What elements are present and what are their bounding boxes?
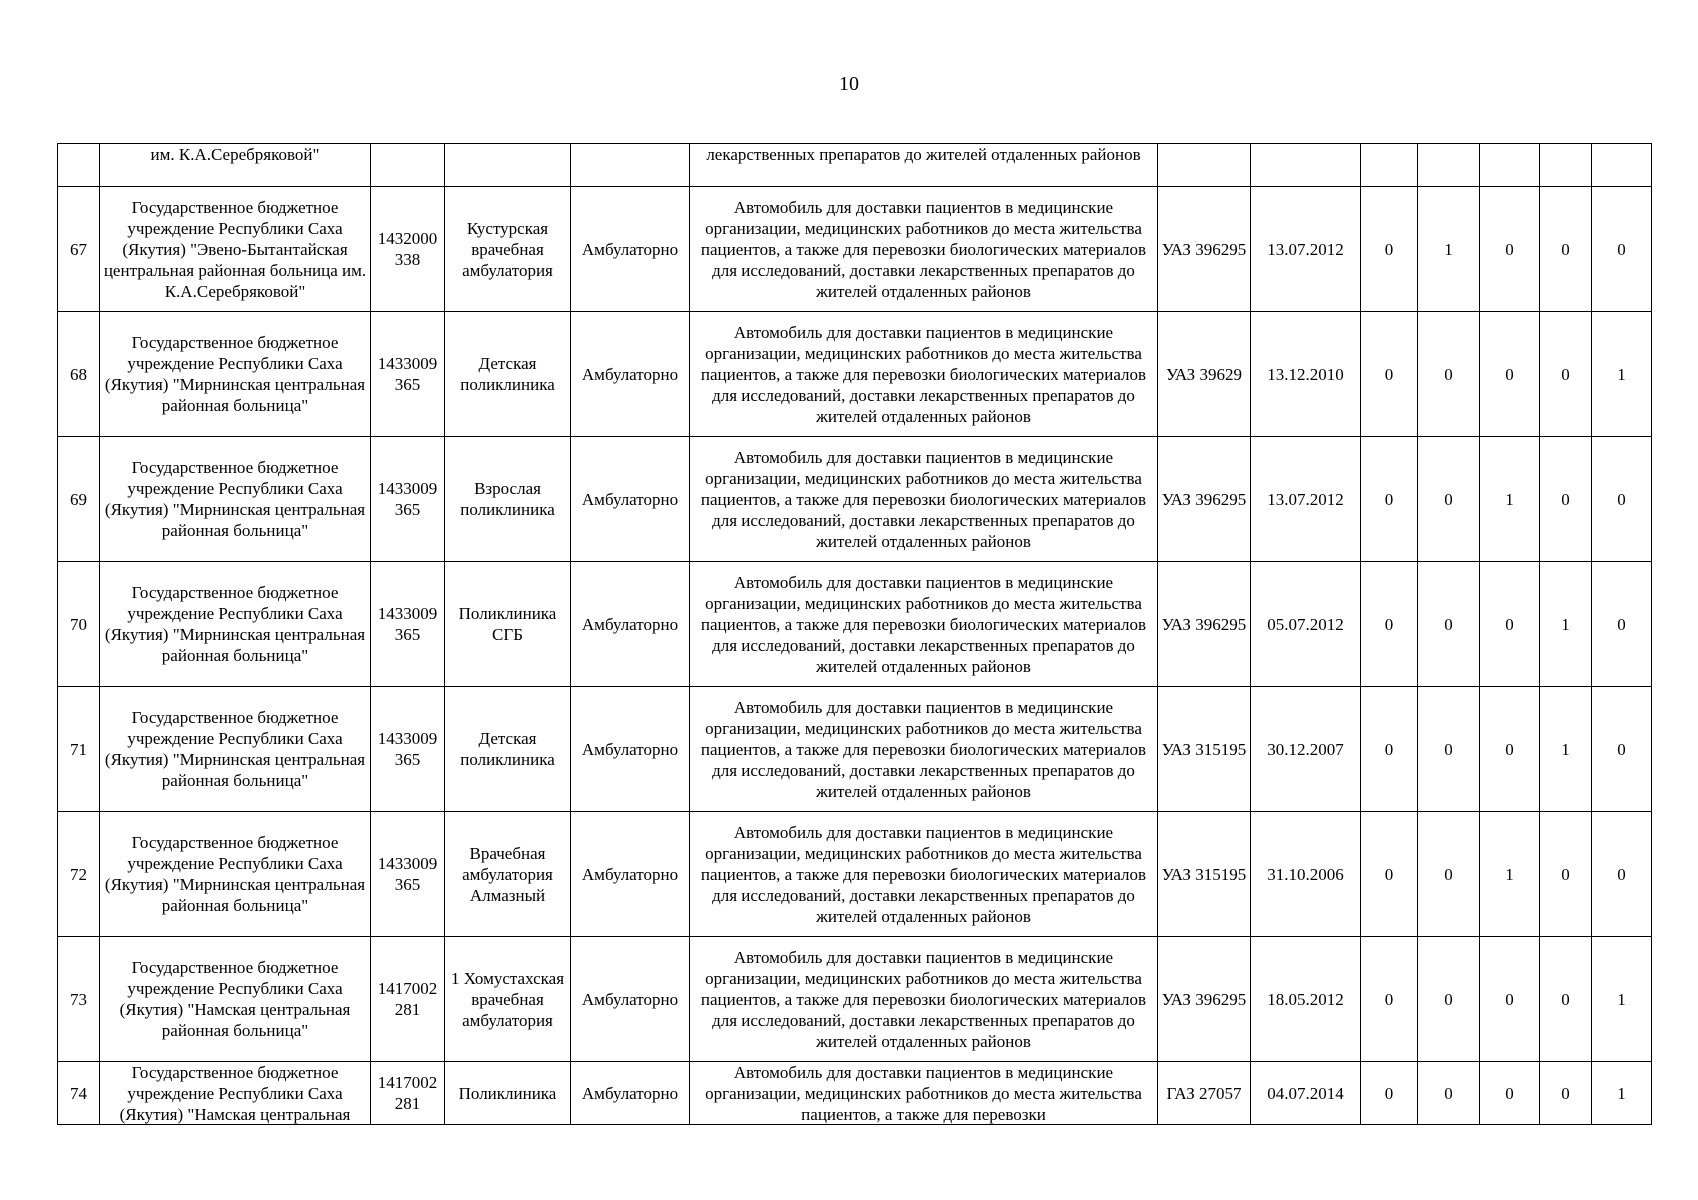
date-cell: 31.10.2006	[1251, 812, 1361, 937]
mode-cell: Амбулаторно	[571, 937, 690, 1062]
date-cell: 04.07.2014	[1251, 1062, 1361, 1125]
count-cell-2: 0	[1418, 562, 1480, 687]
count-cell-1: 0	[1361, 562, 1418, 687]
row-number: 67	[58, 187, 100, 312]
count-cell-1: 0	[1361, 1062, 1418, 1125]
org-cell: Государственное бюджетное учреждение Республики Саха (Якутия) "Мирнинская центральная районная больница"	[100, 687, 371, 812]
count-cell-3: 0	[1480, 187, 1540, 312]
unit-cell: Поликлиника СГБ	[445, 562, 571, 687]
count-cell-5: 0	[1592, 812, 1652, 937]
count-cell-3: 0	[1480, 312, 1540, 437]
mode-cell: Амбулаторно	[571, 812, 690, 937]
mode-cell: Амбулаторно	[571, 1062, 690, 1125]
page-number: 10	[839, 73, 859, 95]
row-number: 73	[58, 937, 100, 1062]
count-cell-1: 0	[1361, 812, 1418, 937]
model-cell: УАЗ 396295	[1158, 437, 1251, 562]
model-cell: УАЗ 39629	[1158, 312, 1251, 437]
table-row	[58, 437, 1652, 562]
count-cell-1: 0	[1361, 937, 1418, 1062]
mode-cell: Амбулаторно	[571, 437, 690, 562]
count-cell-3: 0	[1480, 687, 1540, 812]
table-row-partial	[58, 1062, 1652, 1125]
count-cell-5: 1	[1592, 937, 1652, 1062]
purpose-cell: Автомобиль для доставки пациентов в медицинские организации, медицинских работников до места жительства пациентов, а также для перевозки биологических материалов для исследований, доставки лекарственных препаратов до жителей отдаленных районов	[690, 312, 1158, 437]
model-cell: УАЗ 315195	[1158, 812, 1251, 937]
code-cell: 1433009 365	[371, 437, 445, 562]
org-cell: Государственное бюджетное учреждение Республики Саха (Якутия) "Мирнинская центральная районная больница"	[100, 312, 371, 437]
purpose-cell: Автомобиль для доставки пациентов в медицинские организации, медицинских работников до места жительства пациентов, а также для перевозки биологических материалов для исследований, доставки лекарственных препаратов до жителей отдаленных районов	[690, 812, 1158, 937]
org-cell: Государственное бюджетное учреждение Республики Саха (Якутия) "Мирнинская центральная районная больница"	[100, 562, 371, 687]
model-cell: УАЗ 396295	[1158, 187, 1251, 312]
date-cell: 13.07.2012	[1251, 437, 1361, 562]
count-cell-1: 0	[1361, 312, 1418, 437]
model-cell: УАЗ 396295	[1158, 937, 1251, 1062]
purpose-cell: Автомобиль для доставки пациентов в медицинские организации, медицинских работников до места жительства пациентов, а также для перевозки биологических материалов для исследований, доставки лекарственных препаратов до жителей отдаленных районов	[690, 562, 1158, 687]
count-cell-2: 0	[1418, 812, 1480, 937]
count-cell-3: 0	[1480, 562, 1540, 687]
org-cell: Государственное бюджетное учреждение Республики Саха (Якутия) "Намская центральная районная больница"	[100, 937, 371, 1062]
table-row	[58, 312, 1652, 437]
row-number: 68	[58, 312, 100, 437]
count-cell-5: 0	[1592, 687, 1652, 812]
count-cell-4: 0	[1540, 187, 1592, 312]
count-cell-5: 0	[1592, 437, 1652, 562]
count-cell-2: 0	[1418, 312, 1480, 437]
purpose-cell: Автомобиль для доставки пациентов в медицинские организации, медицинских работников до места жительства пациентов, а также для перевозки	[705, 1063, 1142, 1124]
mode-cell: Амбулаторно	[571, 187, 690, 312]
unit-cell: Детская поликлиника	[445, 687, 571, 812]
row-number: 74	[58, 1062, 100, 1125]
row-number: 72	[58, 812, 100, 937]
unit-cell: Врачебная амбулатория Алмазный	[445, 812, 571, 937]
code-cell: 1417002 281	[371, 937, 445, 1062]
count-cell-2: 0	[1418, 437, 1480, 562]
code-cell: 1433009 365	[371, 812, 445, 937]
org-cell: Государственное бюджетное учреждение Республики Саха (Якутия) "Мирнинская центральная районная больница"	[100, 812, 371, 937]
count-cell-2: 0	[1418, 687, 1480, 812]
purpose-cell: Автомобиль для доставки пациентов в медицинские организации, медицинских работников до места жительства пациентов, а также для перевозки биологических материалов для исследований, доставки лекарственных препаратов до жителей отдаленных районов	[690, 687, 1158, 812]
count-cell-4: 0	[1540, 437, 1592, 562]
table-row	[58, 687, 1652, 812]
code-cell: 1433009 365	[371, 687, 445, 812]
continued-row	[58, 144, 1652, 187]
count-cell-3: 0	[1480, 1062, 1540, 1125]
code-cell: 1433009 365	[371, 312, 445, 437]
table-row	[58, 812, 1652, 937]
unit-cell: Кустурская врачебная амбулатория	[445, 187, 571, 312]
count-cell-4: 1	[1540, 562, 1592, 687]
table-row	[58, 937, 1652, 1062]
count-cell-4: 1	[1540, 687, 1592, 812]
unit-cell: Детская поликлиника	[445, 312, 571, 437]
date-cell: 13.12.2010	[1251, 312, 1361, 437]
count-cell-4: 0	[1540, 812, 1592, 937]
org-cell: Государственное бюджетное учреждение Республики Саха (Якутия) "Эвено-Бытантайская центральная районная больница им. К.А.Серебряковой"	[100, 187, 371, 312]
table-row	[58, 562, 1652, 687]
count-cell-3: 1	[1480, 812, 1540, 937]
row-number: 69	[58, 437, 100, 562]
purpose-cell: лекарственных препаратов до жителей отдаленных районов	[706, 145, 1141, 164]
count-cell-5: 1	[1592, 1062, 1652, 1125]
table-row	[58, 187, 1652, 312]
unit-cell: Поликлиника	[445, 1062, 571, 1125]
unit-cell: 1 Хомустахская врачебная амбулатория	[445, 937, 571, 1062]
row-number: 70	[58, 562, 100, 687]
count-cell-1: 0	[1361, 187, 1418, 312]
mode-cell: Амбулаторно	[571, 312, 690, 437]
purpose-cell: Автомобиль для доставки пациентов в медицинские организации, медицинских работников до места жительства пациентов, а также для перевозки биологических материалов для исследований, доставки лекарственных препаратов до жителей отдаленных районов	[690, 187, 1158, 312]
purpose-cell: Автомобиль для доставки пациентов в медицинские организации, медицинских работников до места жительства пациентов, а также для перевозки биологических материалов для исследований, доставки лекарственных препаратов до жителей отдаленных районов	[690, 937, 1158, 1062]
date-cell: 30.12.2007	[1251, 687, 1361, 812]
count-cell-4: 0	[1540, 312, 1592, 437]
model-cell: УАЗ 396295	[1158, 562, 1251, 687]
model-cell: УАЗ 315195	[1158, 687, 1251, 812]
mode-cell: Амбулаторно	[571, 687, 690, 812]
count-cell-2: 0	[1418, 1062, 1480, 1125]
org-cell: Государственное бюджетное учреждение Республики Саха (Якутия) "Намская центральная	[119, 1063, 351, 1124]
count-cell-1: 0	[1361, 437, 1418, 562]
org-cell: им. К.А.Серебряковой"	[150, 145, 320, 164]
count-cell-2: 0	[1418, 937, 1480, 1062]
org-cell: Государственное бюджетное учреждение Республики Саха (Якутия) "Мирнинская центральная районная больница"	[100, 437, 371, 562]
date-cell: 13.07.2012	[1251, 187, 1361, 312]
count-cell-3: 1	[1480, 437, 1540, 562]
count-cell-4: 0	[1540, 937, 1592, 1062]
date-cell: 05.07.2012	[1251, 562, 1361, 687]
code-cell: 1432000 338	[371, 187, 445, 312]
purpose-cell: Автомобиль для доставки пациентов в медицинские организации, медицинских работников до места жительства пациентов, а также для перевозки биологических материалов для исследований, доставки лекарственных препаратов до жителей отдаленных районов	[690, 437, 1158, 562]
row-number: 71	[58, 687, 100, 812]
count-cell-4: 0	[1540, 1062, 1592, 1125]
model-cell: ГАЗ 27057	[1158, 1062, 1251, 1125]
mode-cell: Амбулаторно	[571, 562, 690, 687]
count-cell-3: 0	[1480, 937, 1540, 1062]
count-cell-5: 1	[1592, 312, 1652, 437]
count-cell-5: 0	[1592, 187, 1652, 312]
code-cell: 1417002 281	[371, 1062, 445, 1125]
count-cell-2: 1	[1418, 187, 1480, 312]
vehicle-table	[57, 143, 1652, 1125]
count-cell-5: 0	[1592, 562, 1652, 687]
count-cell-1: 0	[1361, 687, 1418, 812]
date-cell: 18.05.2012	[1251, 937, 1361, 1062]
unit-cell: Взрослая поликлиника	[445, 437, 571, 562]
code-cell: 1433009 365	[371, 562, 445, 687]
